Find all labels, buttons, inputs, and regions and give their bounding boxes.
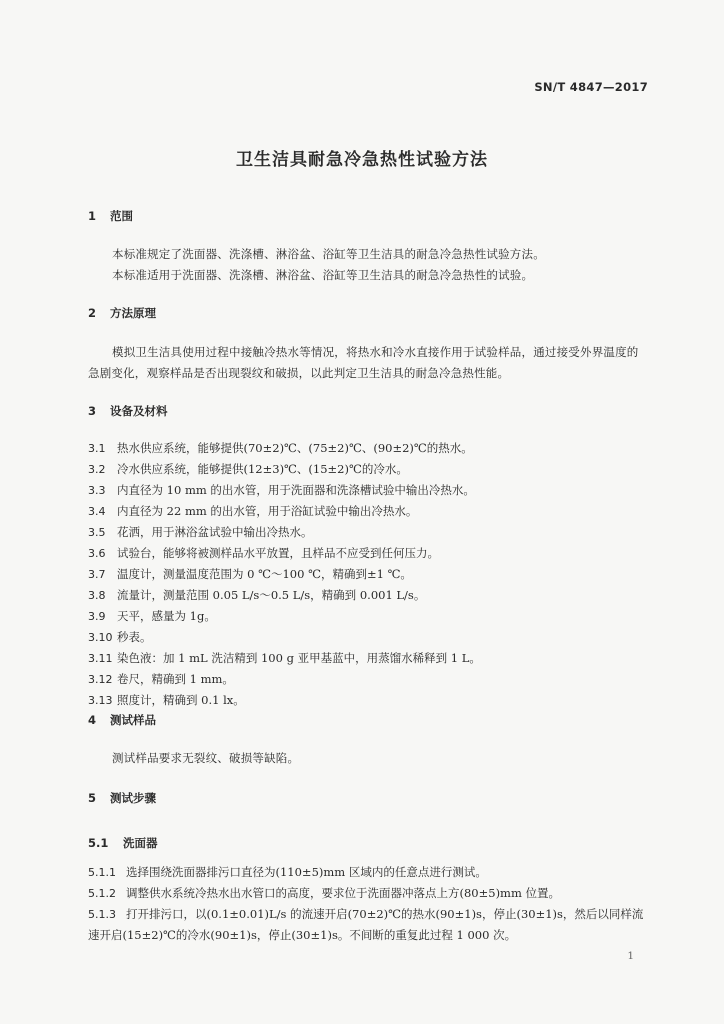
- section-1-heading: [88, 208, 133, 224]
- list-item: 3.12 卷尺，精确到 1 mm。: [88, 672, 234, 686]
- section-3-heading: [88, 403, 168, 419]
- list-item: 3.1 热水供应系统，能够提供(70±2)℃、(75±2)℃、(90±2)℃的热水。: [88, 441, 473, 455]
- list-item: 3.7 温度计，测量温度范围为 0 ℃～100 ℃，精确到±1 ℃。: [88, 567, 412, 581]
- section-number: 5.1: [88, 836, 109, 850]
- list-item: 3.9 天平，感量为 1g。: [88, 609, 216, 623]
- section-1-para-2: 本标准适用于洗面器、洗涤槽、淋浴盆、浴缸等卫生洁具的耐急冷急热性的试验。: [112, 268, 534, 282]
- section-title: 设备及材料: [110, 404, 168, 418]
- list-item: 5.1.1 选择围绕洗面器排污口直径为(110±5)mm 区域内的任意点进行测试。: [88, 865, 487, 879]
- section-title: 洗面器: [123, 836, 158, 850]
- list-item: 3.11 染色液：加 1 mL 洗洁精到 100 g 亚甲基蓝中，用蒸馏水稀释到 1 L。: [88, 651, 481, 665]
- page-number: 1: [627, 950, 634, 962]
- section-2-para: 模拟卫生洁具使用过程中接触冷热水等情况，将热水和冷水直接作用于试验样品，通过接受外界温度的急剧变化，观察样品是否出现裂纹和破损，以此判定卫生洁具的耐急冷急热性能。: [88, 345, 639, 380]
- section-number: 2: [88, 306, 97, 320]
- section-2-heading: [88, 305, 156, 321]
- subsection-5-1-heading: [88, 835, 158, 851]
- section-number: 1: [88, 209, 97, 223]
- list-item: 5.1.2 调整供水系统冷热水出水管口的高度，要求位于洗面器冲落点上方(80±5)mm 位置。: [88, 886, 561, 900]
- list-item: 3.2 冷水供应系统，能够提供(12±3)℃、(15±2)℃的冷水。: [88, 462, 408, 476]
- section-number: 4: [88, 713, 97, 727]
- list-item: 3.6 试验台，能够将被测样品水平放置，且样品不应受到任何压力。: [88, 546, 439, 560]
- list-item: 3.3 内直径为 10 mm 的出水管，用于洗面器和洗涤槽试验中输出冷热水。: [88, 483, 475, 497]
- section-number: 5: [88, 791, 97, 805]
- list-item: 3.5 花洒，用于淋浴盆试验中输出冷热水。: [88, 525, 313, 539]
- section-title: 测试样品: [110, 713, 157, 727]
- list-item: 5.1.3 打开排污口，以(0.1±0.01)L/s 的流速开启(70±2)℃的热水(90±1)s，停止(30±1)s，然后以同样流速开启(15±2)℃的冷水(90±1)s，停止(30±1)s。不间断的重复此过程 1 000 次。: [88, 907, 644, 942]
- document-title: 卫生洁具耐急冷急热性试验方法: [236, 150, 488, 170]
- section-5-heading: [88, 790, 156, 806]
- section-title: 方法原理: [110, 306, 157, 320]
- list-item: 3.13 照度计，精确到 0.1 lx。: [88, 693, 245, 707]
- list-item: 3.10 秒表。: [88, 630, 152, 644]
- list-item: 3.4 内直径为 22 mm 的出水管，用于浴缸试验中输出冷热水。: [88, 504, 418, 518]
- section-4-heading: [88, 712, 156, 728]
- list-item: 3.8 流量计，测量范围 0.05 L/s～0.5 L/s，精确到 0.001 L/s。: [88, 588, 426, 602]
- section-number: 3: [88, 404, 97, 418]
- section-title: 测试步骤: [110, 791, 157, 805]
- standard-code: SN/T 4847—2017: [534, 80, 648, 94]
- section-1-para-1: 本标准规定了洗面器、洗涤槽、淋浴盆、浴缸等卫生洁具的耐急冷急热性试验方法。: [112, 247, 545, 261]
- section-title: 范围: [110, 209, 134, 223]
- section-4-para: 测试样品要求无裂纹、破损等缺陷。: [112, 751, 300, 765]
